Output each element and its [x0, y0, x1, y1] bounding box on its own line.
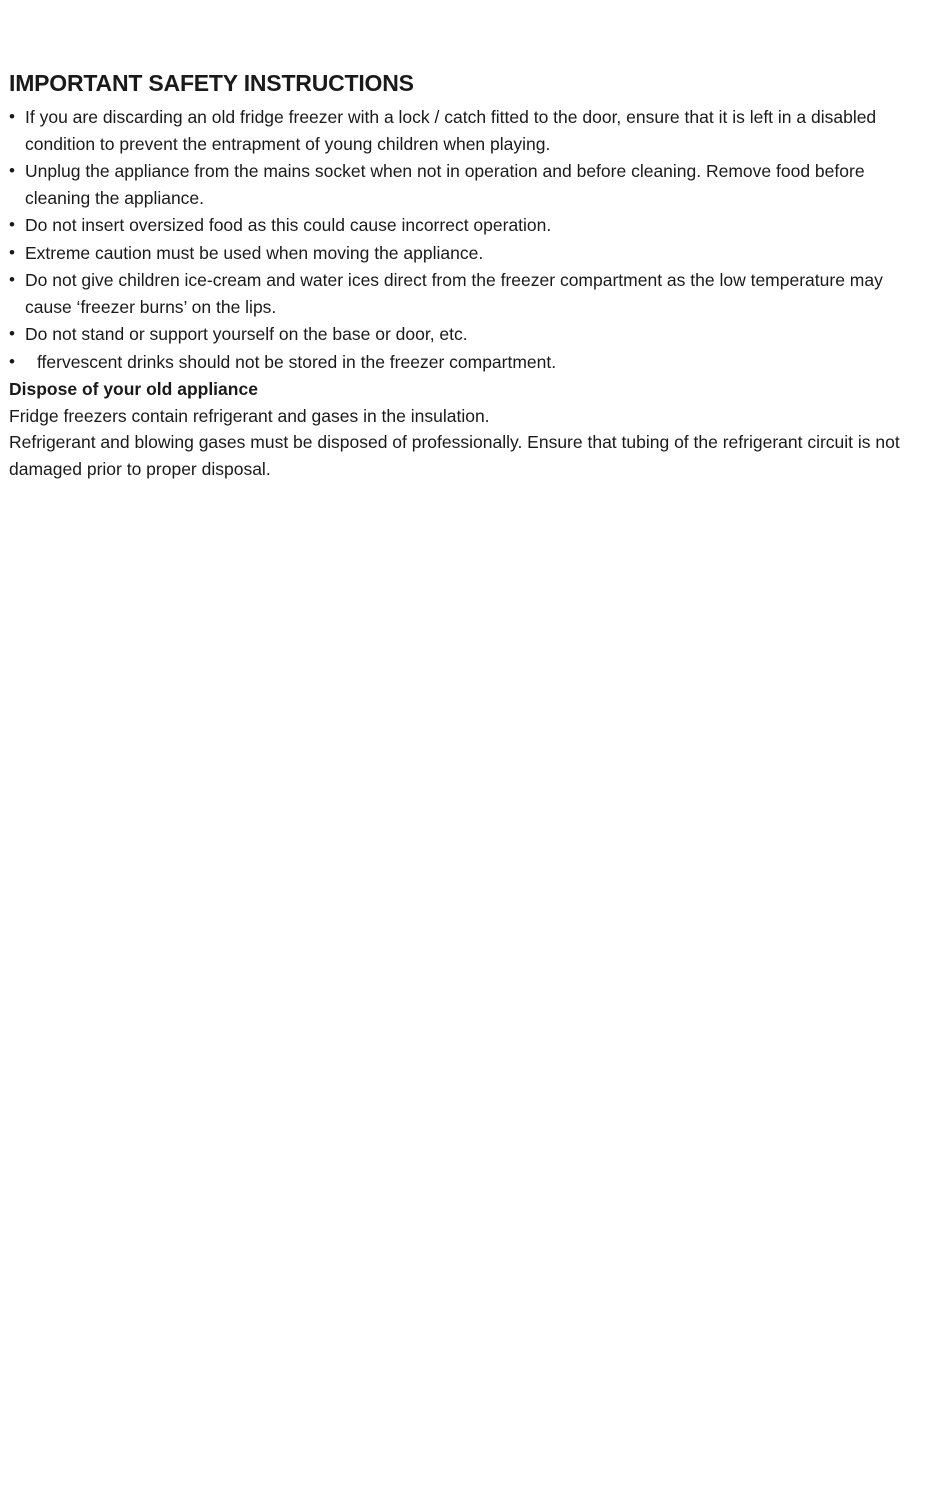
list-item: [9, 349, 934, 376]
bullet-icon: •: [9, 161, 15, 180]
bullet-icon: •: [9, 324, 15, 343]
list-item-text: Extreme caution must be used when moving the appliance.: [25, 242, 484, 263]
list-item: [9, 321, 934, 348]
bullet-icon: •: [9, 351, 15, 371]
document-page: [9, 66, 934, 482]
list-item-text: Do not insert oversized food as this could cause incorrect operation.: [25, 215, 552, 235]
bullet-icon: •: [9, 107, 15, 126]
list-item-text: Do not give children ice-cream and water ices direct from the freezer compartment as the low temperature may cause ‘freezer burns’ on the lips.: [25, 270, 883, 317]
list-item: [9, 267, 934, 320]
bullet-icon: •: [9, 242, 15, 262]
list-item: [9, 212, 934, 239]
list-item: [9, 240, 934, 267]
list-item-text: Unplug the appliance from the mains socket when not in operation and before cleaning. Remove food before cleaning the appliance.: [25, 161, 865, 208]
dispose-heading: Dispose of your old appliance: [9, 379, 258, 399]
page-title: IMPORTANT SAFETY INSTRUCTIONS: [9, 70, 414, 96]
list-item: [9, 158, 934, 211]
list-item-text: Do not stand or support yourself on the base or door, etc.: [25, 324, 468, 344]
safety-instructions-list: [9, 104, 934, 375]
bullet-icon: •: [9, 215, 15, 234]
dispose-paragraph: Fridge freezers contain refrigerant and gases in the insulation.: [9, 405, 490, 426]
list-item: [9, 104, 934, 157]
bullet-icon: •: [9, 270, 15, 289]
dispose-paragraph: Refrigerant and blowing gases must be disposed of professionally. Ensure that tubing of the refrigerant circuit is not damaged prior to proper disposal.: [9, 432, 900, 479]
list-item-text: ffervescent drinks should not be stored in the freezer compartment.: [37, 351, 557, 372]
list-item-text: If you are discarding an old fridge freezer with a lock / catch fitted to the door, ensure that it is left in a disabled condition to prevent the entrapment of young children when playing.: [25, 107, 877, 154]
